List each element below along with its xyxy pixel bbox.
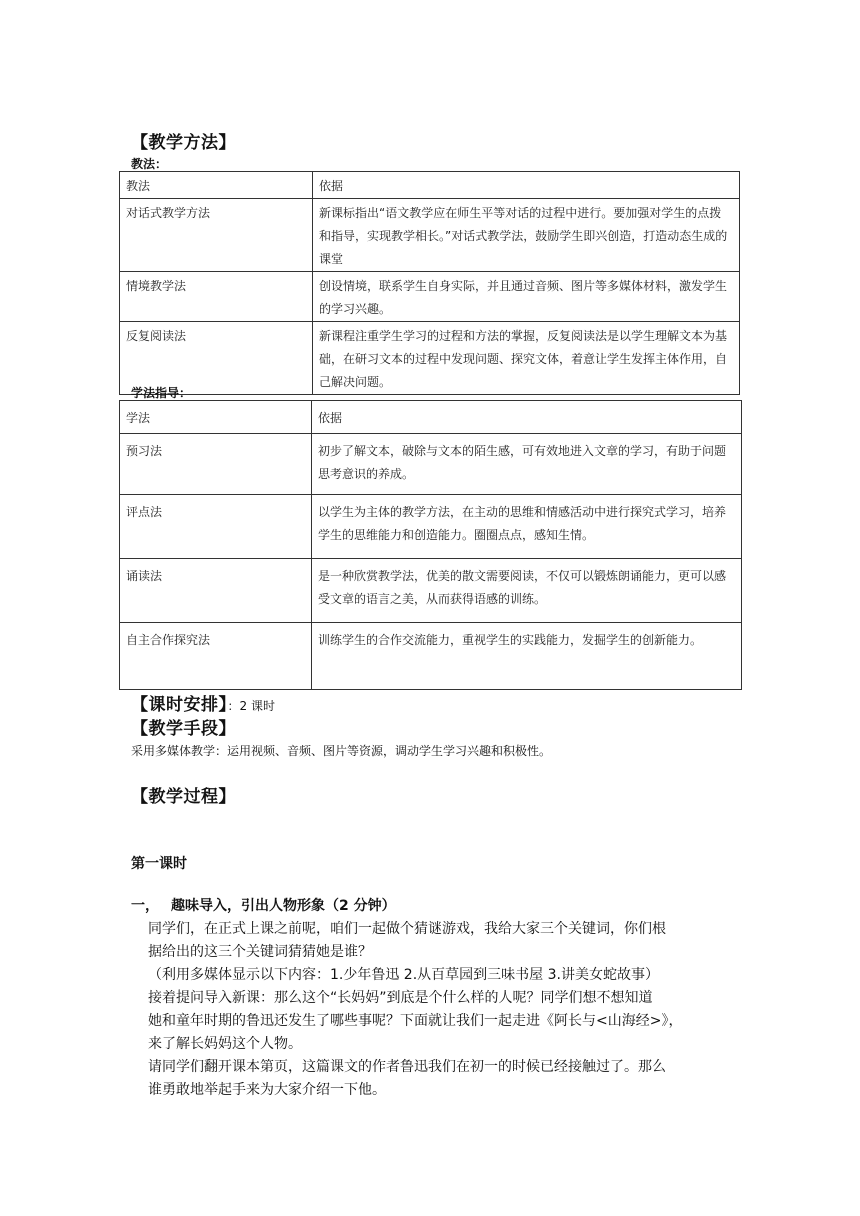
table-cell: 诵读法 <box>120 559 312 623</box>
table-cell: 是一种欣赏教学法，优美的散文需要阅读，不仅可以锻炼朗诵能力，更可以感受文章的语言之美，从而获得语感的训练。 <box>312 559 742 623</box>
table-cell: 评点法 <box>120 495 312 559</box>
means-text: 采用多媒体教学：运用视频、音频、图片等资源，调动学生学习兴趣和积极性。 <box>131 744 552 758</box>
table-cell: 初步了解文本，破除与文本的陌生感，可有效地进入文章的学习，有助于问题思考意识的养成。 <box>312 434 742 495</box>
schedule-line <box>131 690 275 715</box>
study-method-subheading: 学法指导： <box>131 386 192 400</box>
table-header-cell: 依据 <box>313 172 740 199</box>
table-row <box>120 322 740 395</box>
table-row <box>120 172 740 199</box>
table-row <box>120 434 742 495</box>
table-row <box>120 495 742 559</box>
teaching-method-heading: 【教学方法】 <box>131 133 236 153</box>
table-row <box>120 199 740 272</box>
schedule-value: ：2 课时 <box>227 699 275 713</box>
step-number: 一， <box>131 898 159 914</box>
means-heading: 【教学手段】 <box>131 719 236 739</box>
table-cell: 新课标指出“语文教学应在师生平等对话的过程中进行。要加强对学生的点拨和指导，实现教学相长。”对话式教学法，鼓励学生即兴创造，打造动态生成的课堂 <box>313 199 740 272</box>
paragraph-line: 据给出的这三个关键词猜猜她是谁？ <box>148 944 372 960</box>
table-cell: 情境教学法 <box>120 272 313 322</box>
table-row <box>120 623 742 690</box>
table-header-cell: 学法 <box>120 401 312 434</box>
paragraph-line: 同学们，在正式上课之前呢，咱们一起做个猜谜游戏，我给大家三个关键词，你们根 <box>148 921 666 937</box>
paragraph-line: 谁勇敢地举起手来为大家介绍一下他。 <box>148 1082 386 1098</box>
table-row <box>120 272 740 322</box>
teaching-method-table <box>119 171 740 395</box>
table-cell: 对话式教学方法 <box>120 199 313 272</box>
table-cell: 训练学生的合作交流能力，重视学生的实践能力，发掘学生的创新能力。 <box>312 623 742 690</box>
table-cell: 反复阅读法 <box>120 322 313 395</box>
paragraph-line: 来了解长妈妈这个人物。 <box>148 1036 302 1052</box>
paragraph-line: 接着提问导入新课：那么这个“长妈妈”到底是个什么样的人呢？同学们想不想知道 <box>148 990 653 1006</box>
table-cell: 创设情境，联系学生自身实际，并且通过音频、图片等多媒体材料，激发学生的学习兴趣。 <box>313 272 740 322</box>
table-header-cell: 依据 <box>312 401 742 434</box>
schedule-heading: 【课时安排】 <box>131 695 228 715</box>
paragraph-line: （利用多媒体显示以下内容：1.少年鲁迅 2.从百草园到三味书屋 3.讲美女蛇故事） <box>148 967 659 983</box>
paragraph-line: 她和童年时期的鲁迅还发生了哪些事呢？下面就让我们一起走进《阿长与<山海经>》， <box>148 1013 683 1029</box>
process-heading: 【教学过程】 <box>131 787 236 807</box>
step-heading <box>131 895 396 915</box>
table-cell: 以学生为主体的教学方法，在主动的思维和情感活动中进行探究式学习，培养学生的思维能力和创造能力。圈圈点点，感知生情。 <box>312 495 742 559</box>
table-cell: 自主合作探究法 <box>120 623 312 690</box>
table-cell: 预习法 <box>120 434 312 495</box>
step-title: 趣味导入，引出人物形象（2 分钟） <box>171 898 396 914</box>
table-header-cell: 教法 <box>120 172 313 199</box>
lesson-title: 第一课时 <box>131 856 187 872</box>
table-row <box>120 559 742 623</box>
paragraph-line: 请同学们翻开课本第页，这篇课文的作者鲁迅我们在初一的时候已经接触过了。那么 <box>148 1059 666 1075</box>
table-row <box>120 401 742 434</box>
teaching-method-subheading: 教法： <box>131 157 168 171</box>
study-method-table <box>119 400 742 690</box>
table-cell: 新课程注重学生学习的过程和方法的掌握，反复阅读法是以学生理解文本为基础，在研习文本的过程中发现问题、探究文体，着意让学生发挥主体作用，自己解决问题。 <box>313 322 740 395</box>
